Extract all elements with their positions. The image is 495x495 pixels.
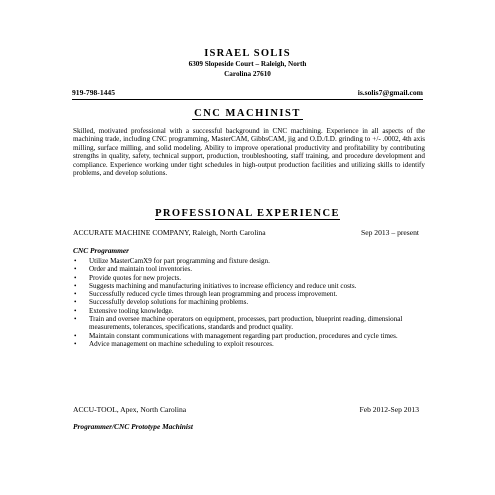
address-line-2: Carolina 27610	[224, 69, 271, 78]
applicant-name: ISRAEL SOLIS	[204, 48, 291, 59]
list-item	[73, 290, 419, 298]
duty-text: Maintain constant communications with management regarding part production, procedures and cycle times.	[89, 331, 398, 340]
contact-bar	[72, 88, 423, 100]
bullet-icon: •	[74, 315, 77, 324]
address-line-1: 6309 Slopeside Court – Raleigh, North	[188, 60, 307, 68]
bullet-icon: •	[74, 257, 77, 265]
list-item	[73, 257, 419, 265]
list-item	[73, 265, 419, 273]
summary-paragraph: Skilled, motivated professional with a successful background in CNC machining. Experience in all aspects of the machining trade, including CNC programming, MasterCAM, GibbsCAM, jig and O.D./I.D. grinding to +/- .0002, 4th axis milling, surface milling, and solid modeling. Ability to improve operational productivity and profitability by contributing strengths in quality, safety, technical support, production, troubleshooting, staff training, and procedure development and compliance. Experience working under tight schedules in high-output production facilities and utilizing skills to identify problems, and develop solutions.	[73, 127, 425, 178]
bullet-icon: •	[74, 265, 77, 274]
objective-title-text: CNC MACHINIST	[194, 108, 301, 119]
duty-text: Utilize MasterCamX9 for part programming and fixture design.	[89, 257, 270, 265]
experience-heading-text: PROFESSIONAL EXPERIENCE	[155, 208, 340, 219]
job-role: Programmer/CNC Prototype Machinist	[73, 422, 193, 431]
job-dates: Feb 2012-Sep 2013	[359, 405, 419, 414]
list-item	[73, 315, 419, 332]
duty-text: Extensive tooling knowledge.	[89, 306, 174, 315]
list-item	[73, 274, 419, 282]
bullet-icon: •	[74, 281, 77, 290]
job-header	[73, 405, 419, 414]
bullet-icon: •	[74, 306, 77, 315]
job-role: CNC Programmer	[73, 246, 130, 255]
bullet-icon: •	[74, 290, 77, 299]
bullet-icon: •	[74, 298, 77, 307]
duty-text: Successfully reduced cycle times through lean programming and process improvement.	[89, 290, 338, 299]
list-item	[73, 282, 419, 290]
duty-text: Order and maintain tool inventories.	[89, 265, 193, 274]
resume-header	[0, 47, 495, 79]
duty-list	[73, 257, 419, 348]
list-item	[73, 298, 419, 306]
company-name: ACCURATE MACHINE COMPANY, Raleigh, North Carolina	[73, 228, 266, 237]
job-dates: Sep 2013 – present	[361, 228, 419, 237]
company-name: ACCU-TOOL, Apex, North Carolina	[73, 405, 187, 414]
duty-text: Suggests machining and manufacturing initiatives to increase efficiency and reduce unit costs.	[89, 281, 357, 290]
list-item	[73, 340, 419, 348]
duty-text: Train and oversee machine operators on equipment, processes, part production, blueprint reading, dimensional measurements, tolerances, specifications, standards and product quality.	[89, 315, 403, 332]
duty-text: Advice management on machine scheduling to exploit resources.	[89, 339, 274, 348]
experience-heading	[0, 208, 495, 220]
duty-text: Provide quotes for new projects.	[89, 273, 182, 282]
bullet-icon: •	[74, 273, 77, 282]
bullet-icon: •	[74, 339, 77, 348]
phone-number: 919-798-1445	[72, 88, 116, 97]
bullet-icon: •	[74, 331, 77, 340]
list-item	[73, 332, 419, 340]
job-header	[73, 228, 419, 237]
duty-text: Successfully develop solutions for machining problems.	[89, 298, 249, 307]
list-item	[73, 307, 419, 315]
objective-title	[0, 108, 495, 120]
email-address[interactable]: is.solis7@gmail.com	[357, 88, 423, 97]
